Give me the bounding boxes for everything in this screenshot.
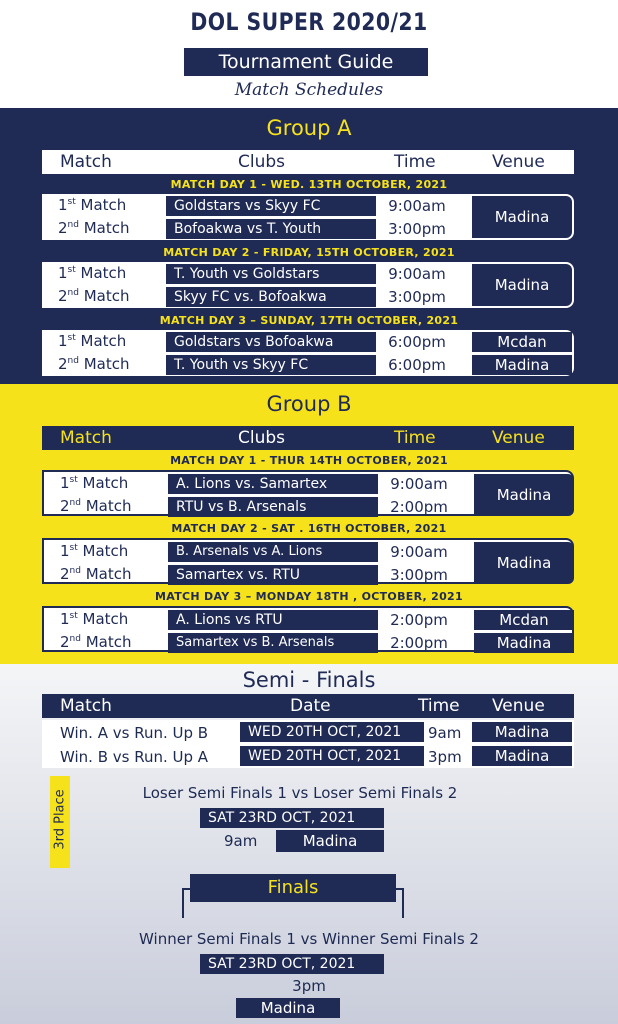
semi-venue: Madina bbox=[472, 722, 572, 742]
match-ordinal: st bbox=[67, 265, 76, 275]
match-day-block bbox=[42, 606, 574, 652]
match-word: Match bbox=[75, 196, 127, 214]
match-number: 1 bbox=[60, 474, 70, 492]
match-time: 2:00pm bbox=[390, 498, 448, 516]
col-venue: Venue bbox=[492, 696, 545, 716]
match-ordinal: st bbox=[67, 197, 76, 207]
col-match: Match bbox=[60, 428, 112, 448]
match-clubs: A. Lions vs RTU bbox=[168, 610, 378, 630]
match-number: 2 bbox=[60, 633, 70, 651]
page-script-caption: Match Schedules bbox=[234, 80, 384, 100]
group-b-header-row bbox=[42, 426, 574, 450]
match-number: 2 bbox=[60, 565, 70, 583]
semi-venue: Madina bbox=[472, 746, 572, 766]
match-ordinal: st bbox=[69, 611, 78, 621]
match-day-label: MATCH DAY 2 - FRIDAY, 15TH OCTOBER, 2021 bbox=[163, 246, 455, 259]
group-a-section bbox=[0, 108, 618, 384]
match-word: Match bbox=[80, 497, 132, 515]
match-day-label: MATCH DAY 3 – SUNDAY, 17TH OCTOBER, 2021 bbox=[159, 314, 459, 327]
match-word: Match bbox=[80, 633, 132, 651]
match-number-label bbox=[60, 542, 128, 560]
match-number: 1 bbox=[58, 264, 68, 282]
semi-date: WED 20TH OCT, 2021 bbox=[240, 722, 424, 742]
semis-title: Semi - Finals bbox=[242, 668, 376, 692]
knockout-section bbox=[0, 664, 618, 1024]
match-clubs: RTU vs B. Arsenals bbox=[168, 497, 378, 517]
match-time: 3:00pm bbox=[390, 566, 448, 584]
col-match: Match bbox=[60, 696, 112, 716]
col-date: Date bbox=[290, 696, 331, 716]
match-clubs: Goldstars vs Skyy FC bbox=[166, 196, 376, 216]
page-subtitle: Tournament Guide bbox=[184, 48, 428, 76]
semi-date: WED 20TH OCT, 2021 bbox=[240, 746, 424, 766]
third-place-date: SAT 23RD OCT, 2021 bbox=[200, 808, 384, 828]
match-ordinal: nd bbox=[67, 288, 79, 298]
match-day-venue: Madina bbox=[472, 264, 572, 306]
match-word: Match bbox=[77, 610, 129, 628]
semi-time: 3pm bbox=[428, 748, 462, 766]
match-clubs: Skyy FC vs. Bofoakwa bbox=[166, 287, 376, 307]
match-number: 2 bbox=[60, 497, 70, 515]
match-ordinal: nd bbox=[67, 356, 79, 366]
match-day-block bbox=[42, 262, 574, 308]
finals-venue: Madina bbox=[236, 998, 340, 1018]
match-venue: Mcdan bbox=[472, 332, 572, 352]
col-clubs: Clubs bbox=[238, 152, 286, 172]
match-time: 2:00pm bbox=[390, 611, 448, 629]
match-number-label bbox=[60, 474, 128, 492]
match-number: 2 bbox=[58, 219, 68, 237]
match-clubs: Goldstars vs Bofoakwa bbox=[166, 332, 376, 352]
match-number-label bbox=[58, 355, 130, 373]
match-day-label: MATCH DAY 2 - SAT . 16TH OCTOBER, 2021 bbox=[171, 522, 447, 535]
match-time: 3:00pm bbox=[388, 288, 446, 306]
match-number-label bbox=[58, 332, 126, 350]
col-time: Time bbox=[418, 696, 460, 716]
match-word: Match bbox=[78, 219, 130, 237]
col-venue: Venue bbox=[492, 428, 545, 448]
match-day-block bbox=[42, 470, 574, 516]
match-time: 9:00am bbox=[388, 197, 446, 215]
semi-match: Win. B vs Run. Up A bbox=[60, 748, 209, 766]
third-place-match: Loser Semi Finals 1 vs Loser Semi Finals 2 bbox=[142, 784, 458, 802]
match-venue: Madina bbox=[472, 355, 572, 375]
third-place-label: 3rd Place bbox=[52, 789, 68, 850]
match-day-venue: Madina bbox=[474, 474, 574, 516]
match-time: 6:00pm bbox=[388, 333, 446, 351]
match-time: 6:00pm bbox=[388, 356, 446, 374]
group-b-section bbox=[0, 384, 618, 664]
col-clubs: Clubs bbox=[238, 428, 286, 448]
col-venue: Venue bbox=[492, 152, 545, 172]
match-time: 9:00am bbox=[388, 265, 446, 283]
match-clubs: B. Arsenals vs A. Lions bbox=[168, 542, 378, 562]
match-number-label bbox=[58, 219, 130, 237]
col-time: Time bbox=[394, 428, 436, 448]
match-number: 2 bbox=[58, 287, 68, 305]
semi-match: Win. A vs Run. Up B bbox=[60, 724, 209, 742]
match-clubs: Samartex vs B. Arsenals bbox=[168, 633, 378, 653]
match-word: Match bbox=[75, 264, 127, 282]
group-b-title: Group B bbox=[266, 392, 352, 416]
match-clubs: A. Lions vs. Samartex bbox=[168, 474, 378, 494]
match-number: 1 bbox=[60, 610, 70, 628]
match-ordinal: nd bbox=[69, 498, 81, 508]
finals-time: 3pm bbox=[292, 977, 326, 995]
match-number: 2 bbox=[58, 355, 68, 373]
match-time: 3:00pm bbox=[388, 220, 446, 238]
third-place-badge bbox=[50, 776, 70, 868]
match-number-label bbox=[58, 287, 130, 305]
match-clubs: Samartex vs. RTU bbox=[168, 565, 378, 585]
match-number-label bbox=[58, 196, 126, 214]
match-number: 1 bbox=[60, 542, 70, 560]
match-number: 1 bbox=[58, 196, 68, 214]
match-day-label: MATCH DAY 1 - THUR 14TH OCTOBER, 2021 bbox=[170, 454, 448, 467]
page-header bbox=[0, 0, 618, 108]
match-number: 1 bbox=[58, 332, 68, 350]
match-day-block bbox=[42, 330, 574, 376]
match-day-label: MATCH DAY 3 – MONDAY 18TH , OCTOBER, 2021 bbox=[155, 590, 463, 603]
match-number-label bbox=[60, 565, 132, 583]
match-time: 2:00pm bbox=[390, 634, 448, 652]
match-word: Match bbox=[77, 542, 129, 560]
col-time: Time bbox=[394, 152, 436, 172]
match-number-label bbox=[60, 633, 132, 651]
match-day-venue: Madina bbox=[472, 196, 572, 238]
match-day-venue: Madina bbox=[474, 542, 574, 584]
match-venue: Madina bbox=[474, 633, 574, 653]
match-clubs: Bofoakwa vs T. Youth bbox=[166, 219, 376, 239]
finals-bracket-left bbox=[182, 888, 184, 918]
finals-match: Winner Semi Finals 1 vs Winner Semi Finals 2 bbox=[139, 930, 479, 948]
third-place-time: 9am bbox=[224, 832, 258, 850]
group-a-title: Group A bbox=[266, 116, 352, 140]
match-clubs: T. Youth vs Skyy FC bbox=[166, 355, 376, 375]
match-time: 9:00am bbox=[390, 543, 448, 561]
match-ordinal: nd bbox=[69, 634, 81, 644]
match-ordinal: st bbox=[69, 543, 78, 553]
finals-title: Finals bbox=[190, 874, 396, 902]
semi-time: 9am bbox=[428, 724, 462, 742]
match-word: Match bbox=[80, 565, 132, 583]
match-ordinal: st bbox=[69, 475, 78, 485]
match-word: Match bbox=[75, 332, 127, 350]
match-number-label bbox=[60, 610, 128, 628]
match-number-label bbox=[60, 497, 132, 515]
match-time: 9:00am bbox=[390, 475, 448, 493]
match-venue: Mcdan bbox=[474, 610, 574, 630]
finals-date: SAT 23RD OCT, 2021 bbox=[200, 954, 384, 974]
match-day-label: MATCH DAY 1 - WED. 13TH OCTOBER, 2021 bbox=[170, 178, 448, 191]
match-word: Match bbox=[77, 474, 129, 492]
col-match: Match bbox=[60, 152, 112, 172]
match-word: Match bbox=[78, 355, 130, 373]
match-ordinal: nd bbox=[69, 566, 81, 576]
semis-table bbox=[42, 720, 574, 768]
group-a-header-row bbox=[42, 150, 574, 174]
page-title: DOL SUPER 2020/21 bbox=[190, 8, 428, 36]
match-clubs: T. Youth vs Goldstars bbox=[166, 264, 376, 284]
third-place-venue: Madina bbox=[276, 830, 384, 852]
match-day-block bbox=[42, 194, 574, 240]
match-day-block bbox=[42, 538, 574, 584]
match-word: Match bbox=[78, 287, 130, 305]
match-ordinal: nd bbox=[67, 220, 79, 230]
finals-bracket-right bbox=[402, 888, 404, 918]
match-ordinal: st bbox=[67, 333, 76, 343]
semis-header-row bbox=[42, 694, 574, 718]
match-number-label bbox=[58, 264, 126, 282]
